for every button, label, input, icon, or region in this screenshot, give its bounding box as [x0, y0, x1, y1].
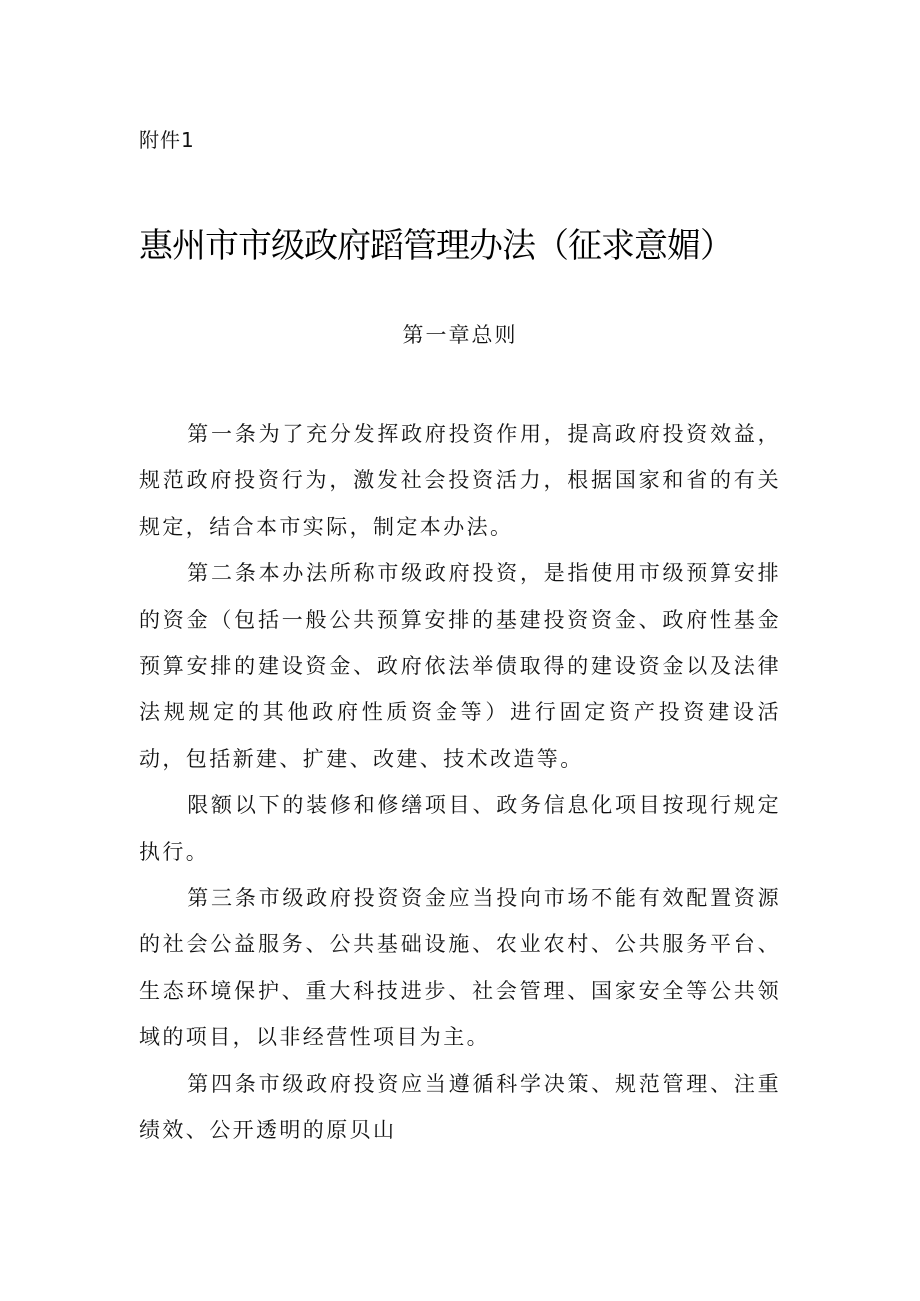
paragraph-article-4: 第四条市级政府投资应当遵循科学决策、规范管理、注重绩效、公开透明的原贝山	[139, 1071, 781, 1143]
paragraph-article-2-note: 限额以下的装修和修缮项目、政务信息化项目按现行规定执行。	[139, 793, 781, 864]
paragraph-article-1: 第一条为了充分发挥政府投资作用，提高政府投资效益，规范政府投资行为，激发社会投资活力，根据国家和省的有关规定，结合本市实际，制定本办法。	[139, 422, 781, 539]
chapter-heading: 第一章总则	[402, 323, 518, 347]
document-body	[139, 411, 781, 1154]
document-title: 惠州市市级政府蹈管理办法（征求意媚）	[139, 226, 733, 266]
attachment-label: 附件1	[139, 128, 195, 152]
paragraph-article-2: 第二条本办法所称市级政府投资，是指使用市级预算安排的资金（包括一般公共预算安排的基建投资资金、政府性基金预算安排的建设资金、政府依法举债取得的建设资金以及法律法规规定的其他政府性质资金等）进行固定资产投资建设活动，包括新建、扩建、改建、技术改造等。	[139, 561, 781, 771]
paragraph-article-3: 第三条市级政府投资资金应当投向市场不能有效配置资源的社会公益服务、公共基础设施、农业农村、公共服务平台、生态环境保护、重大科技进步、社会管理、国家安全等公共领域的项目，以非经营性项目为主。	[139, 886, 781, 1050]
